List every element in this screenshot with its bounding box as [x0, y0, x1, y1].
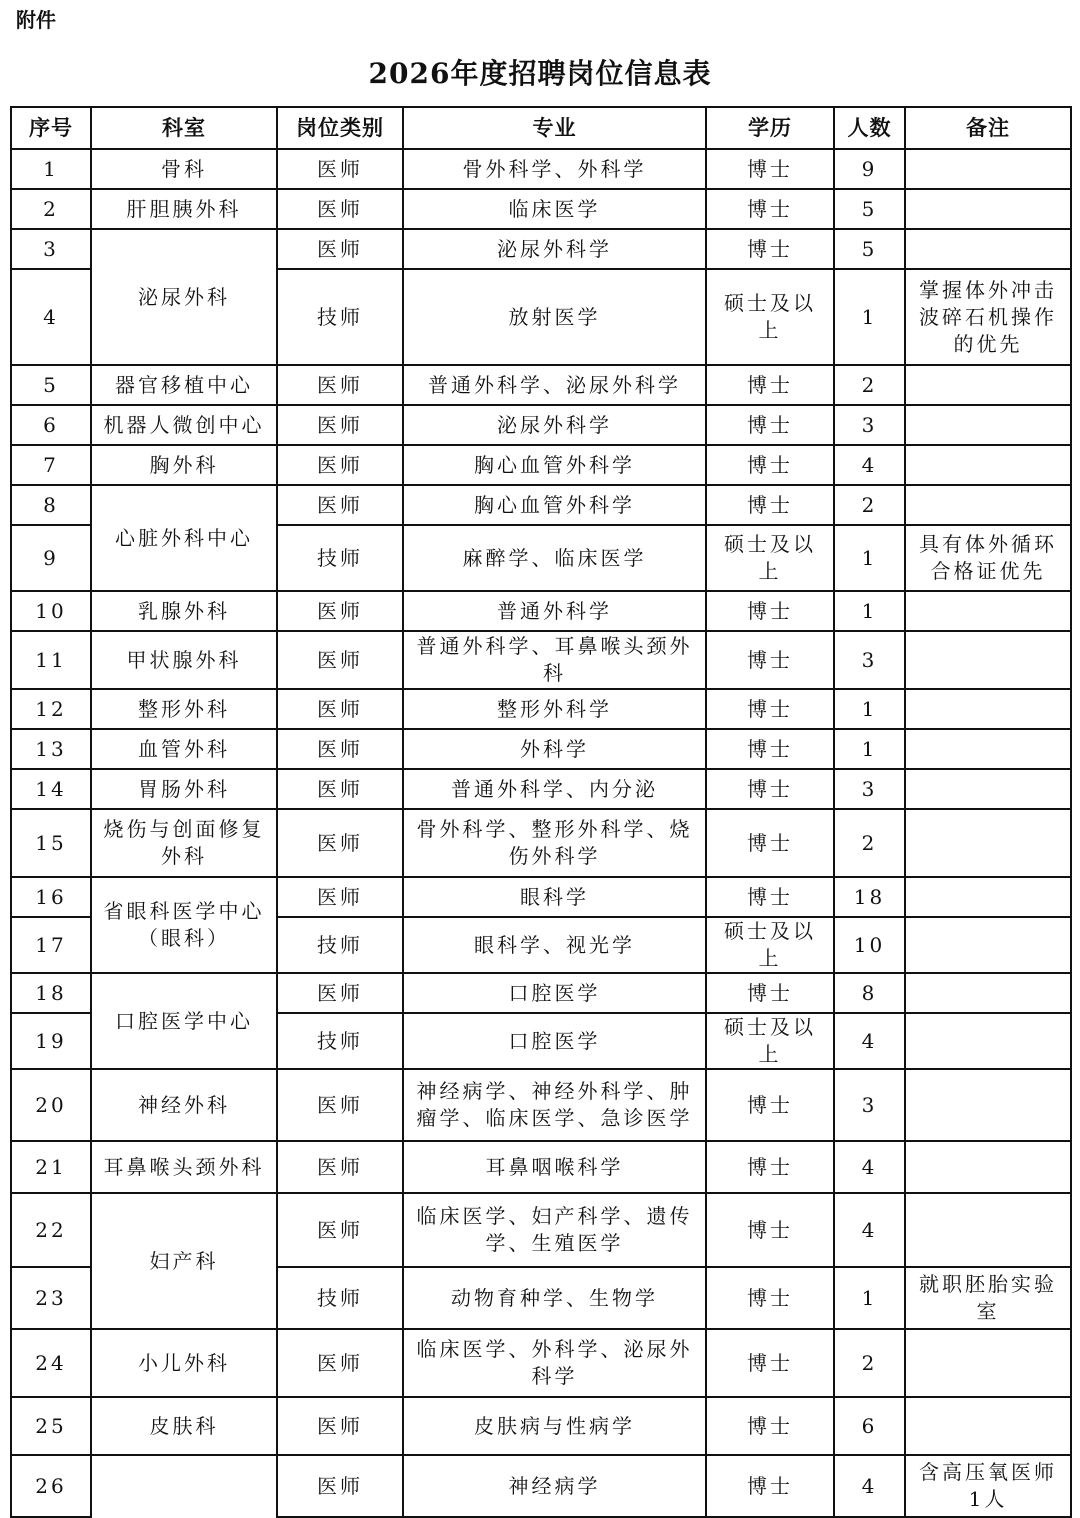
cell-department: 器官移植中心	[91, 365, 277, 405]
cell-note	[905, 591, 1071, 631]
cell-education: 博士	[706, 1329, 834, 1397]
cell-education: 博士	[706, 973, 834, 1013]
cell-education: 博士	[706, 689, 834, 729]
table-row	[11, 769, 1071, 809]
cell-count: 9	[834, 149, 905, 189]
cell-education: 博士	[706, 877, 834, 917]
cell-major: 普通外科学	[403, 591, 706, 631]
cell-major: 骨外科学、整形外科学、烧伤外科学	[403, 809, 706, 877]
cell-major: 神经病学、神经外科学、肿瘤学、临床医学、急诊医学	[403, 1069, 706, 1141]
cell-education: 博士	[706, 809, 834, 877]
table-row	[11, 1397, 1071, 1455]
cell-count: 1	[834, 525, 905, 591]
cell-position: 医师	[277, 877, 403, 917]
cell-department: 烧伤与创面修复外科	[91, 809, 277, 877]
cell-count: 8	[834, 973, 905, 1013]
table-row	[11, 1141, 1071, 1193]
cell-major: 临床医学、外科学、泌尿外科学	[403, 1329, 706, 1397]
cell-major: 外科学	[403, 729, 706, 769]
table-row	[11, 809, 1071, 877]
cell-education: 博士	[706, 591, 834, 631]
cell-count: 3	[834, 1069, 905, 1141]
table-row	[11, 729, 1071, 769]
cell-position: 医师	[277, 405, 403, 445]
cell-major: 泌尿外科学	[403, 229, 706, 269]
cell-note: 就职胚胎实验室	[905, 1267, 1071, 1329]
cell-education: 博士	[706, 1069, 834, 1141]
cell-department: 神经外科	[91, 1069, 277, 1141]
recruitment-table	[10, 106, 1072, 1518]
cell-seq: 3	[11, 229, 91, 269]
table-row	[11, 1455, 1071, 1517]
cell-education: 博士	[706, 405, 834, 445]
cell-department: 泌尿外科	[91, 229, 277, 365]
cell-seq: 21	[11, 1141, 91, 1193]
cell-note	[905, 189, 1071, 229]
cell-seq: 8	[11, 485, 91, 525]
cell-major: 动物育种学、生物学	[403, 1267, 706, 1329]
cell-department: 肝胆胰外科	[91, 189, 277, 229]
cell-department: 甲状腺外科	[91, 631, 277, 689]
cell-major: 放射医学	[403, 269, 706, 365]
cell-education: 博士	[706, 1267, 834, 1329]
cell-count: 3	[834, 769, 905, 809]
cell-count: 18	[834, 877, 905, 917]
cell-major: 耳鼻咽喉科学	[403, 1141, 706, 1193]
cell-count: 2	[834, 809, 905, 877]
cell-count: 5	[834, 189, 905, 229]
cell-seq: 1	[11, 149, 91, 189]
cell-major: 泌尿外科学	[403, 405, 706, 445]
cell-count: 5	[834, 229, 905, 269]
cell-note	[905, 1397, 1071, 1455]
table-row	[11, 365, 1071, 405]
cell-major: 骨外科学、外科学	[403, 149, 706, 189]
cell-position: 医师	[277, 189, 403, 229]
cell-education: 硕士及以上	[706, 525, 834, 591]
cell-position: 技师	[277, 917, 403, 973]
table-row	[11, 1329, 1071, 1397]
cell-department	[91, 1455, 277, 1517]
cell-count: 4	[834, 445, 905, 485]
cell-note	[905, 877, 1071, 917]
cell-position: 技师	[277, 1013, 403, 1069]
cell-count: 4	[834, 1141, 905, 1193]
table-row	[11, 189, 1071, 229]
header-education: 学历	[706, 107, 834, 149]
cell-education: 博士	[706, 1141, 834, 1193]
cell-seq: 16	[11, 877, 91, 917]
cell-position: 医师	[277, 591, 403, 631]
cell-seq: 4	[11, 269, 91, 365]
cell-major: 胸心血管外科学	[403, 445, 706, 485]
cell-position: 医师	[277, 1455, 403, 1517]
cell-department: 耳鼻喉头颈外科	[91, 1141, 277, 1193]
cell-count: 1	[834, 729, 905, 769]
cell-department: 胸外科	[91, 445, 277, 485]
cell-position: 技师	[277, 269, 403, 365]
cell-education: 博士	[706, 1455, 834, 1517]
cell-major: 临床医学、妇产科学、遗传学、生殖医学	[403, 1193, 706, 1267]
attachment-label: 附件	[16, 8, 56, 32]
cell-position: 医师	[277, 973, 403, 1013]
cell-seq: 12	[11, 689, 91, 729]
cell-count: 4	[834, 1193, 905, 1267]
cell-note	[905, 445, 1071, 485]
cell-note	[905, 1193, 1071, 1267]
cell-seq: 24	[11, 1329, 91, 1397]
cell-education: 博士	[706, 365, 834, 405]
cell-seq: 20	[11, 1069, 91, 1141]
cell-seq: 19	[11, 1013, 91, 1069]
cell-note	[905, 689, 1071, 729]
header-seq: 序号	[11, 107, 91, 149]
table-row	[11, 591, 1071, 631]
cell-note	[905, 1013, 1071, 1069]
cell-position: 医师	[277, 631, 403, 689]
cell-count: 10	[834, 917, 905, 973]
header-position: 岗位类别	[277, 107, 403, 149]
cell-major: 整形外科学	[403, 689, 706, 729]
cell-position: 医师	[277, 1329, 403, 1397]
cell-count: 4	[834, 1013, 905, 1069]
cell-seq: 22	[11, 1193, 91, 1267]
cell-seq: 17	[11, 917, 91, 973]
cell-education: 博士	[706, 149, 834, 189]
cell-seq: 18	[11, 973, 91, 1013]
cell-department: 心脏外科中心	[91, 485, 277, 591]
cell-department: 骨科	[91, 149, 277, 189]
cell-department: 小儿外科	[91, 1329, 277, 1397]
table-row	[11, 631, 1071, 689]
cell-education: 博士	[706, 189, 834, 229]
cell-count: 2	[834, 1329, 905, 1397]
header-department: 科室	[91, 107, 277, 149]
table-row	[11, 485, 1071, 525]
header-count: 人数	[834, 107, 905, 149]
cell-position: 医师	[277, 149, 403, 189]
cell-position: 医师	[277, 229, 403, 269]
cell-department: 血管外科	[91, 729, 277, 769]
cell-major: 皮肤病与性病学	[403, 1397, 706, 1455]
cell-position: 医师	[277, 689, 403, 729]
cell-seq: 7	[11, 445, 91, 485]
cell-education: 硕士及以上	[706, 917, 834, 973]
cell-major: 口腔医学	[403, 973, 706, 1013]
cell-major: 临床医学	[403, 189, 706, 229]
cell-seq: 25	[11, 1397, 91, 1455]
cell-seq: 13	[11, 729, 91, 769]
cell-major: 胸心血管外科学	[403, 485, 706, 525]
cell-education: 博士	[706, 1193, 834, 1267]
cell-department: 口腔医学中心	[91, 973, 277, 1069]
cell-count: 1	[834, 689, 905, 729]
cell-count: 1	[834, 269, 905, 365]
cell-education: 博士	[706, 769, 834, 809]
cell-note	[905, 769, 1071, 809]
cell-department: 省眼科医学中心（眼科）	[91, 877, 277, 973]
cell-education: 硕士及以上	[706, 1013, 834, 1069]
cell-education: 博士	[706, 445, 834, 485]
cell-position: 医师	[277, 445, 403, 485]
cell-seq: 26	[11, 1455, 91, 1517]
cell-seq: 15	[11, 809, 91, 877]
cell-position: 医师	[277, 729, 403, 769]
page-title: 2026年度招聘岗位信息表	[368, 57, 712, 90]
cell-position: 医师	[277, 365, 403, 405]
cell-seq: 5	[11, 365, 91, 405]
cell-department: 妇产科	[91, 1193, 277, 1329]
cell-note	[905, 729, 1071, 769]
table-row	[11, 405, 1071, 445]
cell-major: 麻醉学、临床医学	[403, 525, 706, 591]
cell-count: 4	[834, 1455, 905, 1517]
cell-count: 3	[834, 405, 905, 445]
cell-position: 医师	[277, 1069, 403, 1141]
cell-note	[905, 405, 1071, 445]
table-row	[11, 1069, 1071, 1141]
cell-position: 医师	[277, 485, 403, 525]
cell-note: 掌握体外冲击波碎石机操作的优先	[905, 269, 1071, 365]
cell-note	[905, 1329, 1071, 1397]
cell-seq: 11	[11, 631, 91, 689]
cell-note	[905, 1069, 1071, 1141]
cell-count: 1	[834, 1267, 905, 1329]
cell-position: 医师	[277, 809, 403, 877]
cell-position: 医师	[277, 769, 403, 809]
cell-seq: 2	[11, 189, 91, 229]
cell-major: 普通外科学、内分泌	[403, 769, 706, 809]
cell-count: 2	[834, 485, 905, 525]
cell-note: 含高压氧医师1人	[905, 1455, 1071, 1517]
header-note: 备注	[905, 107, 1071, 149]
cell-seq: 23	[11, 1267, 91, 1329]
cell-major: 眼科学	[403, 877, 706, 917]
cell-position: 技师	[277, 1267, 403, 1329]
cell-note	[905, 809, 1071, 877]
cell-major: 普通外科学、耳鼻喉头颈外科	[403, 631, 706, 689]
cell-major: 普通外科学、泌尿外科学	[403, 365, 706, 405]
cell-count: 1	[834, 591, 905, 631]
cell-note	[905, 229, 1071, 269]
cell-department: 皮肤科	[91, 1397, 277, 1455]
cell-note	[905, 149, 1071, 189]
cell-position: 医师	[277, 1141, 403, 1193]
table-row	[11, 229, 1071, 269]
cell-education: 博士	[706, 1397, 834, 1455]
cell-major: 口腔医学	[403, 1013, 706, 1069]
cell-seq: 6	[11, 405, 91, 445]
header-major: 专业	[403, 107, 706, 149]
cell-education: 博士	[706, 631, 834, 689]
cell-note	[905, 917, 1071, 973]
cell-count: 3	[834, 631, 905, 689]
table-row	[11, 877, 1071, 917]
cell-education: 博士	[706, 485, 834, 525]
cell-department: 乳腺外科	[91, 591, 277, 631]
cell-note	[905, 365, 1071, 405]
table-row	[11, 973, 1071, 1013]
cell-education: 博士	[706, 729, 834, 769]
cell-position: 技师	[277, 525, 403, 591]
table-row	[11, 149, 1071, 189]
cell-count: 6	[834, 1397, 905, 1455]
cell-note	[905, 973, 1071, 1013]
table-row	[11, 689, 1071, 729]
table-header-row	[11, 107, 1071, 149]
cell-seq: 10	[11, 591, 91, 631]
cell-note	[905, 485, 1071, 525]
cell-note	[905, 631, 1071, 689]
cell-major: 神经病学	[403, 1455, 706, 1517]
cell-seq: 9	[11, 525, 91, 591]
cell-position: 医师	[277, 1397, 403, 1455]
cell-seq: 14	[11, 769, 91, 809]
cell-department: 胃肠外科	[91, 769, 277, 809]
cell-department: 机器人微创中心	[91, 405, 277, 445]
cell-education: 硕士及以上	[706, 269, 834, 365]
cell-education: 博士	[706, 229, 834, 269]
cell-department: 整形外科	[91, 689, 277, 729]
cell-major: 眼科学、视光学	[403, 917, 706, 973]
cell-count: 2	[834, 365, 905, 405]
cell-note	[905, 1141, 1071, 1193]
table-row	[11, 1193, 1071, 1267]
cell-note: 具有体外循环合格证优先	[905, 525, 1071, 591]
cell-position: 医师	[277, 1193, 403, 1267]
table-row	[11, 445, 1071, 485]
